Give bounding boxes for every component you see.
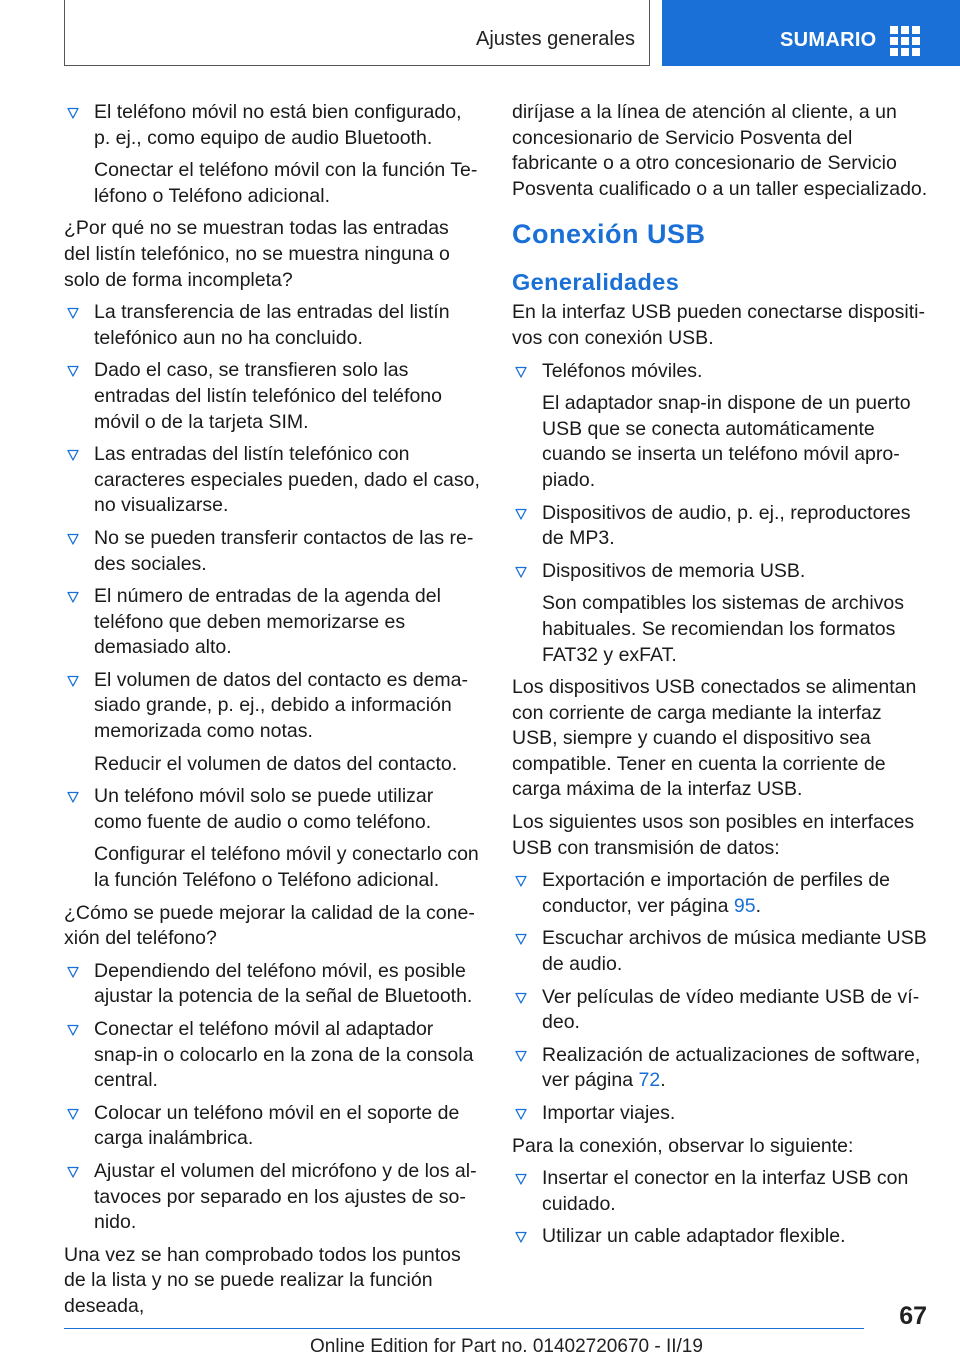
list-item: Un teléfono móvil solo se puede utilizar como fuente de audio o como teléfono. bbox=[64, 784, 480, 835]
list-item: No se pueden transferir contactos de las redes sociales. bbox=[64, 526, 480, 577]
bullet-triangle-icon bbox=[515, 366, 527, 378]
bullet-triangle-icon bbox=[515, 1173, 527, 1185]
section-title-box bbox=[64, 0, 650, 66]
page-link-72[interactable]: 72 bbox=[638, 1069, 661, 1092]
paragraph: Los siguientes usos son posibles en interfaces USB con transmisión de datos: bbox=[512, 811, 915, 859]
list-item-note: El adaptador snap-in dispone de un puerto USB que se conecta automáticamente cuando se inserta un teléfono móvil apropiado. bbox=[542, 392, 911, 491]
list-item: El número de entradas de la agenda del teléfono que deben memorizarse es demasiado alto. bbox=[64, 584, 480, 661]
bullet-triangle-icon bbox=[515, 508, 527, 520]
list-item-note: Son compatibles los sistemas de archivos habituales. Se recomiendan los formatos FAT32 y exFAT. bbox=[542, 592, 904, 666]
list-item: Dependiendo del teléfono móvil, es posible ajustar la potencia de la señal de Bluetooth. bbox=[64, 959, 480, 1010]
bullet-triangle-icon bbox=[67, 966, 79, 978]
question-paragraph: ¿Cómo se puede mejorar la calidad de la conexión del teléfono? bbox=[64, 901, 475, 950]
list-item-note: Conectar el teléfono móvil con la función Teléfono o Teléfono adicional. bbox=[94, 159, 478, 207]
bullet-triangle-icon bbox=[67, 791, 79, 803]
paragraph: diríjase a la línea de atención al cliente, a un concesionario de Servicio Posventa del fabricante o a otro concesionario de Servicio Posventa cualificado o a un taller especializado. bbox=[512, 101, 928, 200]
bullet-triangle-icon bbox=[67, 675, 79, 687]
list-item: Exportación e importación de perfiles de conductor, ver página 95. bbox=[512, 868, 930, 919]
bullet-triangle-icon bbox=[67, 307, 79, 319]
bullet-triangle-icon bbox=[67, 107, 79, 119]
bullet-triangle-icon bbox=[515, 1231, 527, 1243]
list-item: Insertar el conector en la interfaz USB con cuidado. bbox=[512, 1166, 930, 1217]
right-column bbox=[512, 100, 930, 1257]
sumario-button[interactable] bbox=[662, 0, 960, 66]
list-item: Ver películas de vídeo mediante USB de vídeo. bbox=[512, 985, 930, 1036]
page-link-95[interactable]: 95 bbox=[733, 894, 756, 917]
bullet-triangle-icon bbox=[515, 875, 527, 887]
bullet-triangle-icon bbox=[515, 992, 527, 1004]
bullet-triangle-icon bbox=[515, 1050, 527, 1062]
list-item-note: Reducir el volumen de datos del contacto. bbox=[94, 752, 458, 775]
list-item: Importar viajes. bbox=[512, 1101, 930, 1127]
grid-icon bbox=[890, 26, 920, 56]
list-item: Conectar el teléfono móvil al adaptador snap-in o colocarlo en la zona de la consola central. bbox=[64, 1017, 480, 1094]
list-item: El volumen de datos del contacto es demasiado grande, p. ej., debido a información memorizada como notas. bbox=[64, 668, 480, 745]
list-item: Las entradas del listín telefónico con caracteres especiales pueden, dado el caso, no visualizarse. bbox=[64, 442, 480, 519]
list-item-note: Configurar el teléfono móvil y conectarlo con la función Teléfono o Teléfono adicional. bbox=[94, 843, 479, 892]
paragraph: En la interfaz USB pueden conectarse dispositivos con conexión USB. bbox=[512, 301, 925, 349]
question-paragraph: ¿Por qué no se muestran todas las entradas del listín telefónico, no se muestra ninguna o solo de forma incompleta? bbox=[64, 217, 450, 291]
paragraph: Para la conexión, observar lo siguiente: bbox=[512, 1134, 854, 1157]
bullet-triangle-icon bbox=[67, 365, 79, 377]
page-header bbox=[0, 0, 960, 66]
list-item: Dado el caso, se transfieren solo las entradas del listín telefónico del teléfono móvil o de la tarjeta SIM. bbox=[64, 358, 480, 435]
list-item: Escuchar archivos de música mediante USB de audio. bbox=[512, 926, 930, 977]
list-item: Realización de actualizaciones de software, ver página 72. bbox=[512, 1043, 930, 1094]
subsection-heading: Generalidades bbox=[512, 269, 680, 296]
bullet-triangle-icon bbox=[67, 1166, 79, 1178]
footer-edition: Online Edition for Part no. 01402720670 - II/19 bbox=[310, 1336, 703, 1357]
list-item: Utilizar un cable adaptador flexible. bbox=[512, 1224, 930, 1250]
list-item: Ajustar el volumen del micrófono y de los altavoces por separado en los ajustes de sonido. bbox=[64, 1159, 480, 1236]
list-item: El teléfono móvil no está bien configurado, p. ej., como equipo de audio Bluetooth. bbox=[64, 100, 480, 151]
list-item: Dispositivos de audio, p. ej., reproductores de MP3. bbox=[512, 501, 930, 552]
bullet-triangle-icon bbox=[67, 1024, 79, 1036]
sumario-label: SUMARIO bbox=[780, 29, 877, 51]
footer-divider bbox=[64, 1328, 864, 1329]
section-heading: Conexión USB bbox=[512, 219, 706, 250]
bullet-triangle-icon bbox=[67, 591, 79, 603]
paragraph: Los dispositivos USB conectados se alimentan con corriente de carga mediante la interfaz USB, siempre y cuando el dispositivo sea compatible. Tener en cuenta la corriente de carga máxima de la interfaz USB. bbox=[512, 676, 917, 801]
list-item: Colocar un teléfono móvil en el soporte de carga inalámbrica. bbox=[64, 1101, 480, 1152]
bullet-triangle-icon bbox=[67, 1108, 79, 1120]
list-item: Teléfonos móviles. bbox=[512, 359, 930, 385]
bullet-triangle-icon bbox=[515, 566, 527, 578]
bullet-triangle-icon bbox=[67, 449, 79, 461]
paragraph: Una vez se han comprobado todos los puntos de la lista y no se puede realizar la función deseada, bbox=[64, 1243, 461, 1317]
bullet-triangle-icon bbox=[515, 1108, 527, 1120]
list-item: Dispositivos de memoria USB. bbox=[512, 559, 930, 585]
bullet-triangle-icon bbox=[515, 933, 527, 945]
section-title: Ajustes generales bbox=[476, 28, 635, 50]
page-number: 67 bbox=[899, 1302, 927, 1330]
left-column bbox=[64, 100, 480, 1327]
bullet-triangle-icon bbox=[67, 533, 79, 545]
list-item: La transferencia de las entradas del listín telefónico aun no ha concluido. bbox=[64, 300, 480, 351]
